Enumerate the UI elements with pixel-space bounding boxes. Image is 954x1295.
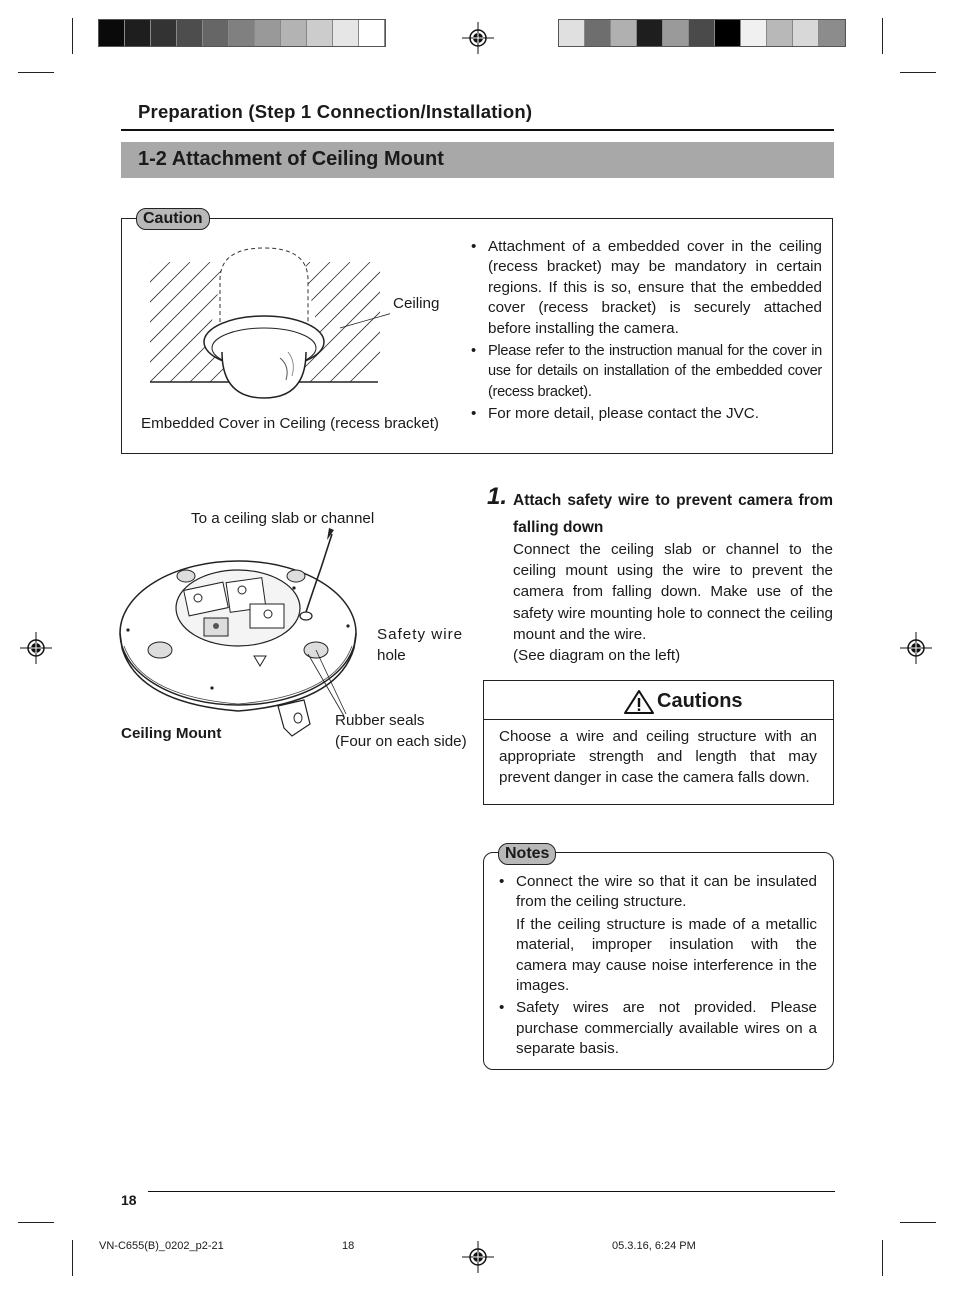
step-title: Attach safety wire to prevent camera from falling down [513,492,833,536]
crop-mark [900,1222,936,1223]
caution-bullet-list [471,237,822,425]
registration-mark-icon [460,22,496,54]
print-timestamp: 05.3.16, 6:24 PM [612,1240,696,1252]
color-swatch [177,20,203,46]
notes-bullet-list [499,872,817,1060]
step-note: (See diagram on the left) [513,647,681,665]
cautions-title: Cautions [657,690,743,712]
section-title: 1-2 Attachment of Ceiling Mount [138,148,444,170]
caution-bullet-1: • Attachment of a embedded cover in the ceiling (recess bracket) may be mandatory in certain regions. If this is so, ensure that the embedded cover (recess bracket) is securely attached before installing the camera. [471,237,822,339]
caution-label: Caution [136,208,210,230]
color-bar-right [558,19,846,47]
cautions-text: Choose a wire and ceiling structure with an appropriate strength and length that may prevent danger in case the camera falls down. [499,728,817,786]
warning-triangle-icon [623,689,655,715]
crop-mark [882,18,883,54]
color-swatch [203,20,229,46]
step-body-text: Connect the ceiling slab or channel to the ceiling mount using the wire to prevent the camera from falling down. Make use of the safety wire mounting hole to connect the ceiling mount and the wire. [513,541,833,643]
step-number: 1. [487,483,508,510]
ceiling-mount-illustration [118,528,368,738]
color-swatch [255,20,281,46]
notes-bullet-1-text: • Connect the wire so that it can be insulated from the ceiling structure. [516,873,817,911]
color-swatch [281,20,307,46]
color-swatch [715,20,741,46]
color-swatch [611,20,637,46]
color-swatch [689,20,715,46]
color-swatch [663,20,689,46]
color-swatch [767,20,793,46]
slab-label: To a ceiling slab or channel [191,510,375,527]
ceiling-label: Ceiling [393,295,440,312]
color-swatch [151,20,177,46]
safety-wire-hole-label-line-2: hole [377,647,406,664]
crop-mark [72,18,73,54]
step-body [513,539,833,666]
rubber-seals-label-line-2: (Four on each side) [335,733,467,750]
notes-bullet-1-extra: If the ceiling structure is made of a metallic material, improper insulation with the camera may cause noise interference in the images. [516,915,817,995]
safety-wire-hole-label-line-1: Safety wire [377,626,464,643]
caution-bullet-2: • Please refer to the instruction manual for the cover in use for details on installation of the embedded cover (recess bracket). [471,341,822,402]
color-bar-left [98,19,386,47]
figure-caption: Embedded Cover in Ceiling (recess bracket) [141,415,439,432]
color-swatch [585,20,611,46]
color-swatch [637,20,663,46]
color-swatch [125,20,151,46]
slug-page-number: 18 [342,1240,355,1252]
crop-mark [72,1240,73,1276]
ceiling-mount-label: Ceiling Mount [121,725,222,742]
header-rule [121,129,834,131]
color-swatch [307,20,333,46]
color-swatch [229,20,255,46]
cautions-header [484,681,833,720]
caution-bullet-3: • For more detail, please contact the JVC. [471,404,822,424]
page-number: 18 [121,1192,137,1208]
footer-rule [148,1191,835,1192]
color-swatch [819,20,845,46]
registration-mark-icon [460,1241,496,1273]
color-swatch [741,20,767,46]
registration-mark-icon [898,632,934,664]
file-name: VN-C655(B)_0202_p2-21 [99,1240,224,1252]
crop-mark [18,1222,54,1223]
crop-mark [900,72,936,73]
color-swatch [333,20,359,46]
notes-label: Notes [498,843,556,865]
rubber-seals-label-line-1: Rubber seals [335,712,425,729]
registration-mark-icon [18,632,54,664]
color-swatch [359,20,385,46]
crop-mark [882,1240,883,1276]
color-swatch [559,20,585,46]
color-swatch [99,20,125,46]
color-swatch [793,20,819,46]
notes-bullet-1 [499,872,817,996]
crop-mark [18,72,54,73]
chapter-heading: Preparation (Step 1 Connection/Installation) [138,101,533,122]
cautions-box [483,680,834,805]
notes-bullet-2: • Safety wires are not provided. Please purchase commercially available wires on a separate basis. [499,998,817,1059]
recessed-camera-illustration [140,240,390,410]
